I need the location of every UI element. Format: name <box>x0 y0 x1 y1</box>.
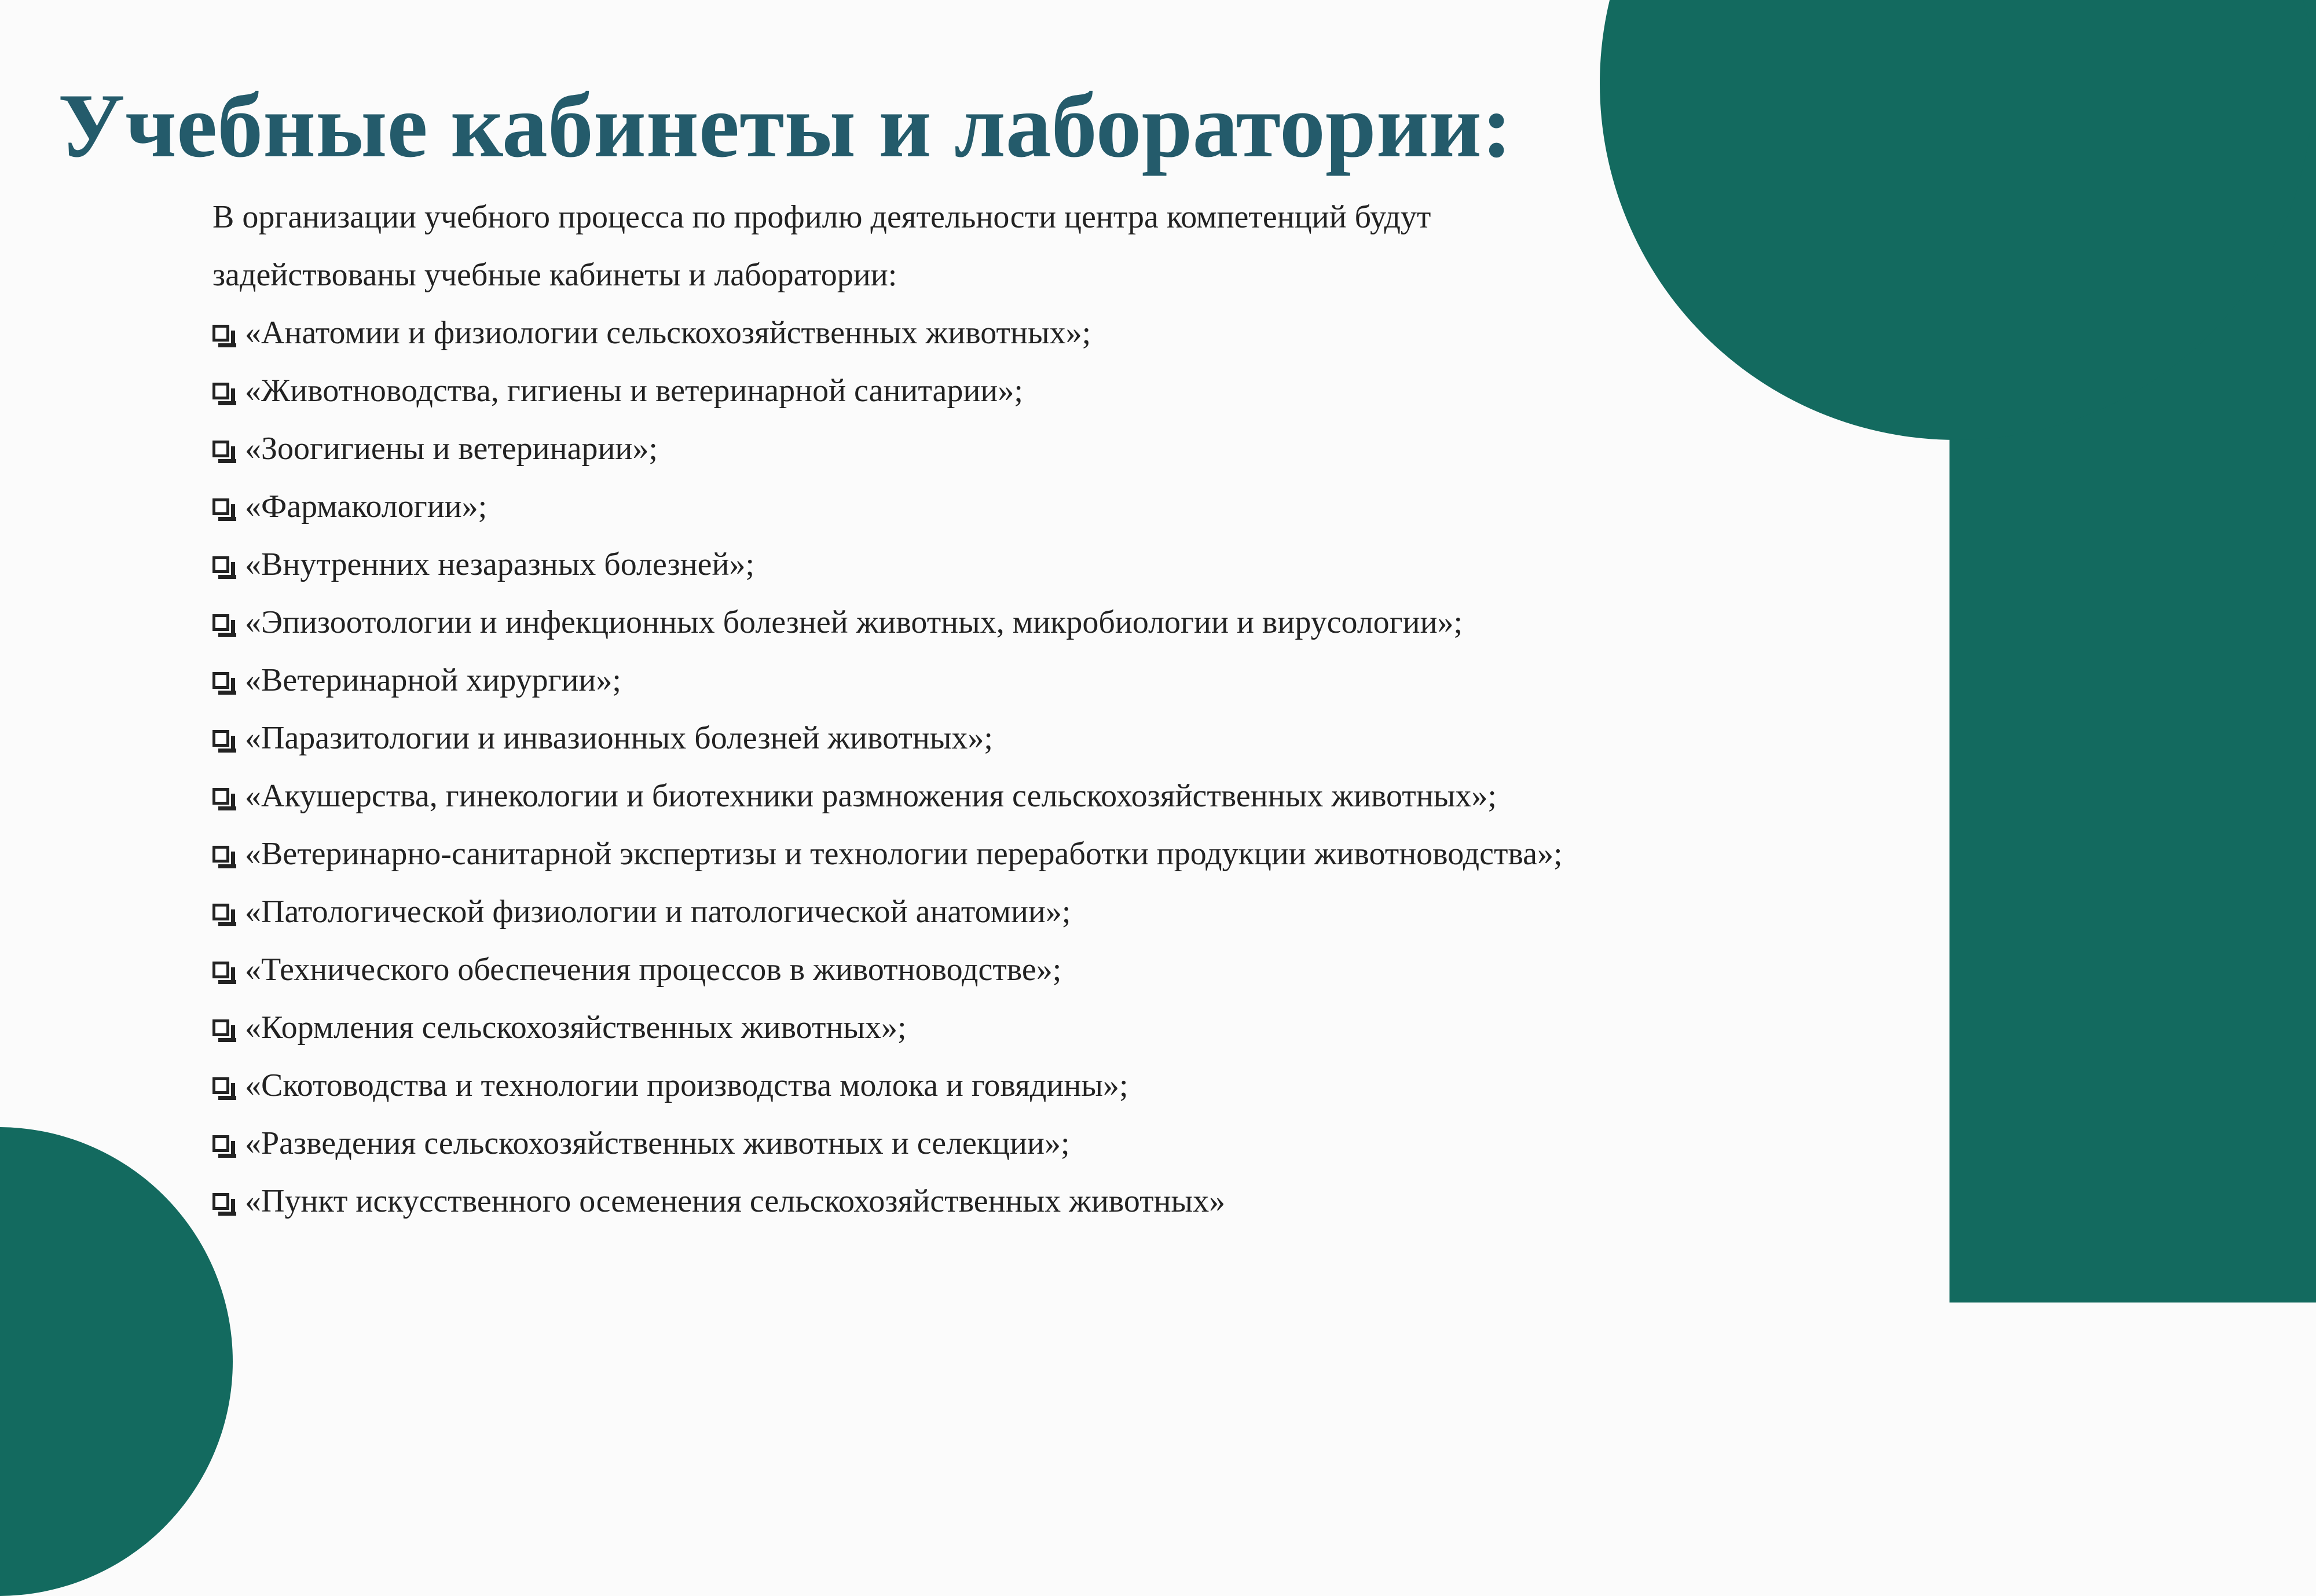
checkbox-square-icon <box>212 962 229 978</box>
lab-label: «Фармакологии»; <box>245 489 488 524</box>
list-item <box>212 651 1563 709</box>
lab-label: «Паразитологии и инвазионных болезней животных»; <box>245 720 993 756</box>
checkbox-square-icon <box>212 672 229 689</box>
list-item <box>212 478 1563 535</box>
checkbox-square-icon <box>212 383 229 399</box>
lab-label: «Животноводства, гигиены и ветеринарной санитарии»; <box>245 373 1023 409</box>
intro-paragraph <box>212 188 1602 304</box>
lab-label: «Разведения сельскохозяйственных животных и селекции»; <box>245 1125 1070 1161</box>
checkbox-square-icon <box>212 325 229 342</box>
checkbox-square-icon <box>212 556 229 573</box>
list-item <box>212 1114 1563 1172</box>
lab-label: «Кормления сельскохозяйственных животных»; <box>245 1010 907 1045</box>
checkbox-square-icon <box>212 614 229 631</box>
decorative-bottom-left-circle <box>0 1127 233 1596</box>
intro-line-2: задействованы учебные кабинеты и лаборатории: <box>212 257 897 293</box>
lab-label: «Ветеринарно-санитарной экспертизы и технологии переработки продукции животноводства»; <box>245 836 1563 872</box>
checkbox-square-icon <box>212 730 229 747</box>
lab-label: «Акушерства, гинекологии и биотехники размножения сельскохозяйственных животных»; <box>245 778 1497 814</box>
list-item <box>212 362 1563 420</box>
checkbox-square-icon <box>212 1019 229 1036</box>
lab-label: «Зоогигиены и ветеринарии»; <box>245 431 658 467</box>
list-item <box>212 535 1563 593</box>
checkbox-square-icon <box>212 1135 229 1152</box>
checkbox-square-icon <box>212 441 229 457</box>
lab-label: «Патологической физиологии и патологической анатомии»; <box>245 894 1071 930</box>
lab-label: «Внутренних незаразных болезней»; <box>245 546 755 582</box>
checkbox-square-icon <box>212 498 229 515</box>
list-item <box>212 883 1563 941</box>
list-item <box>212 1172 1563 1230</box>
list-item <box>212 593 1563 651</box>
checkbox-square-icon <box>212 1077 229 1094</box>
list-item <box>212 825 1563 883</box>
list-item <box>212 709 1563 767</box>
list-item <box>212 767 1563 825</box>
list-item <box>212 999 1563 1056</box>
list-item <box>212 304 1563 362</box>
lab-label: «Ветеринарной хирургии»; <box>245 662 621 698</box>
intro-line-1: В организации учебного процесса по профилю деятельности центра компетенций будут <box>212 199 1431 235</box>
checkbox-square-icon <box>212 904 229 920</box>
slide-title: Учебные кабинеты и лаборатории: <box>58 75 1512 177</box>
lab-label: «Пункт искусственного осеменения сельскохозяйственных животных» <box>245 1183 1226 1219</box>
lab-label: «Эпизоотологии и инфекционных болезней животных, микробиологии и вирусологии»; <box>245 604 1463 640</box>
lab-label: «Скотоводства и технологии производства молока и говядины»; <box>245 1067 1128 1103</box>
list-item <box>212 941 1563 999</box>
list-item <box>212 420 1563 478</box>
checkbox-square-icon <box>212 846 229 863</box>
lab-label: «Технического обеспечения процессов в животноводстве»; <box>245 952 1062 988</box>
checkbox-square-icon <box>212 788 229 805</box>
labs-list <box>212 304 1563 1230</box>
checkbox-square-icon <box>212 1193 229 1210</box>
list-item <box>212 1056 1563 1114</box>
lab-label: «Анатомии и физиологии сельскохозяйственных животных»; <box>245 315 1091 351</box>
